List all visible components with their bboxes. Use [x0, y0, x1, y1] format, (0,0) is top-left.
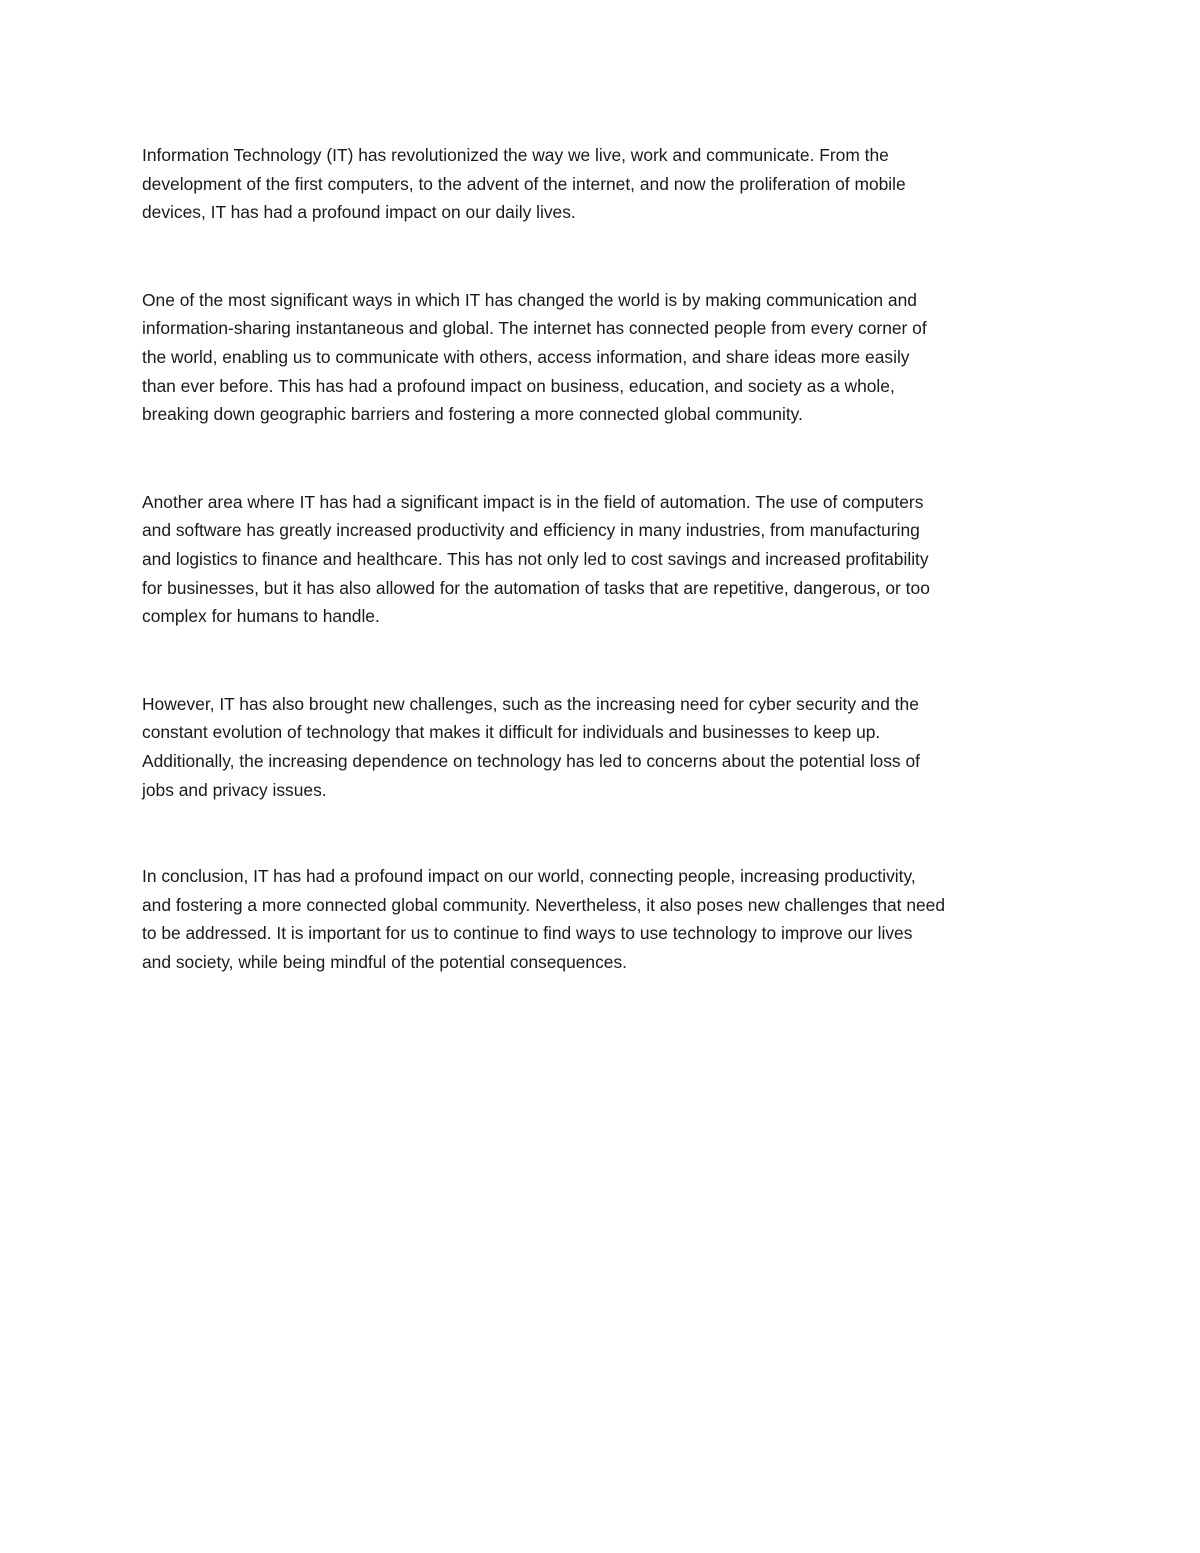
- paragraph-intro: Information Technology (IT) has revolutionized the way we live, work and communicate. From the development of the first computers, to the advent of the internet, and now the proliferation of mobile devices, IT has had a profound impact on our daily lives.: [142, 145, 906, 223]
- paragraph-automation: Another area where IT has had a significant impact is in the field of automation. The use of computers and software has greatly increased productivity and efficiency in many industries, from manufacturing and logistics to finance and healthcare. This has not only led to cost savings and increased profitability for businesses, but it has also allowed for the automation of tasks that are repetitive, dangerous, or too complex for humans to handle.: [142, 491, 930, 627]
- paragraph-communication: One of the most significant ways in which IT has changed the world is by making communication and information-sharing instantaneous and global. The internet has connected people from every corner of the world, enabling us to communicate with others, access information, and share ideas more easily than ever before. This has had a profound impact on business, education, and society as a whole, breaking down geographic barriers and fostering a more connected global community.: [142, 289, 927, 425]
- paragraph-conclusion: In conclusion, IT has had a profound impact on our world, connecting people, increasing productivity, and fostering a more connected global community. Nevertheless, it also poses new challenges that need to be addressed. It is important for us to continue to find ways to use technology to improve our lives and society, while being mindful of the potential consequences.: [142, 866, 946, 972]
- paragraph-challenges: However, IT has also brought new challenges, such as the increasing need for cyber security and the constant evolution of technology that makes it difficult for individuals and businesses to keep up. Additionally, the increasing dependence on technology has led to concerns about the potential loss of jobs and privacy issues.: [142, 693, 920, 800]
- document-body: [142, 141, 1062, 976]
